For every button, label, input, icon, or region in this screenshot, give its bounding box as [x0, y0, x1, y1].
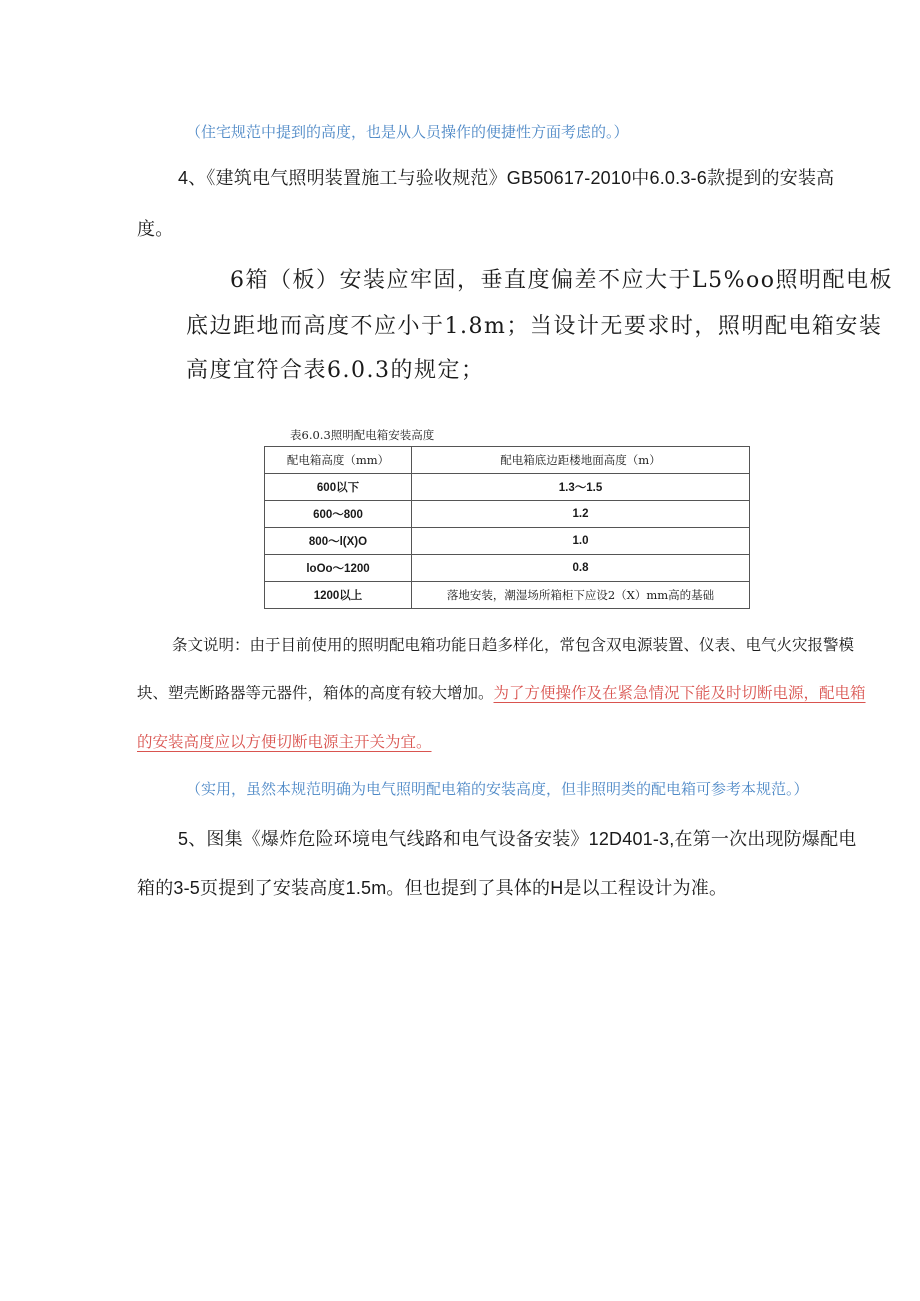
table-cell: 600以下	[265, 474, 412, 501]
table-header-cell: 配电箱底边距楼地面高度（m）	[412, 447, 750, 474]
quote-line1: 6箱（板）安装应牢固，垂直度偏差不应大于L5%oo照明配电板	[230, 268, 893, 293]
item5-line2: 箱的3-5页提到了安装高度1.5m。但也提到了具体的H是以工程设计为准。	[137, 878, 728, 898]
table-header-cell: 配电箱高度（mm）	[265, 447, 412, 474]
explanation-line2-text: 块、塑壳断路器等元器件，箱体的高度有较大增加。	[137, 685, 494, 702]
quote-line2: 底边距地而高度不应小于1.8m；当设计无要求时，照明配电箱安装	[186, 314, 883, 339]
table-row	[265, 474, 750, 501]
table-cell: 600～800	[265, 501, 412, 528]
explanation-line1: 条文说明：由于目前使用的照明配电箱功能日趋多样化，常包含双电源装置、仪表、电气火灾报警模	[172, 637, 855, 654]
table-header-row	[265, 447, 750, 474]
installation-height-table	[264, 446, 750, 609]
highlight-sentence-part1: 为了方便操作及在紧急情况下能及时切断电源，配电箱	[493, 685, 866, 702]
table-cell: loOo～1200	[265, 555, 412, 582]
item4-line1: 4、《建筑电气照明装置施工与验收规范》GB50617-2010中6.0.3-6款提到的安装高	[178, 168, 835, 188]
quote-line3: 高度宜符合表6.0.3的规定；	[186, 358, 485, 383]
table-row	[265, 501, 750, 528]
note-residential: （住宅规范中提到的高度，也是从人员操作的便捷性方面考虑的。）	[186, 124, 629, 141]
table-cell: 1.2	[412, 501, 750, 528]
table-cell: 1.3～1.5	[412, 474, 750, 501]
table-cell: 0.8	[412, 555, 750, 582]
table-row	[265, 582, 750, 609]
table-row	[265, 528, 750, 555]
table-cell: 落地安装，潮湿场所箱柜下应设2（X）mm高的基础	[412, 582, 750, 609]
table-caption: 表6.0.3照明配电箱安装高度	[290, 428, 435, 442]
highlight-sentence-part2: 的安装高度应以方便切断电源主开关为宜。	[137, 734, 432, 751]
table-cell: 1.0	[412, 528, 750, 555]
table-row	[265, 555, 750, 582]
explanation-line2	[137, 681, 866, 703]
item5-line1: 5、图集《爆炸危险环境电气线路和电气设备安装》12D401-3,在第一次出现防爆配电	[178, 829, 857, 849]
table-cell: 1200以上	[265, 582, 412, 609]
item4-line2: 度。	[137, 219, 174, 239]
table-cell: 800～l(X)O	[265, 528, 412, 555]
note-practical: （实用，虽然本规范明确为电气照明配电箱的安装高度，但非照明类的配电箱可参考本规范。）	[186, 781, 809, 798]
